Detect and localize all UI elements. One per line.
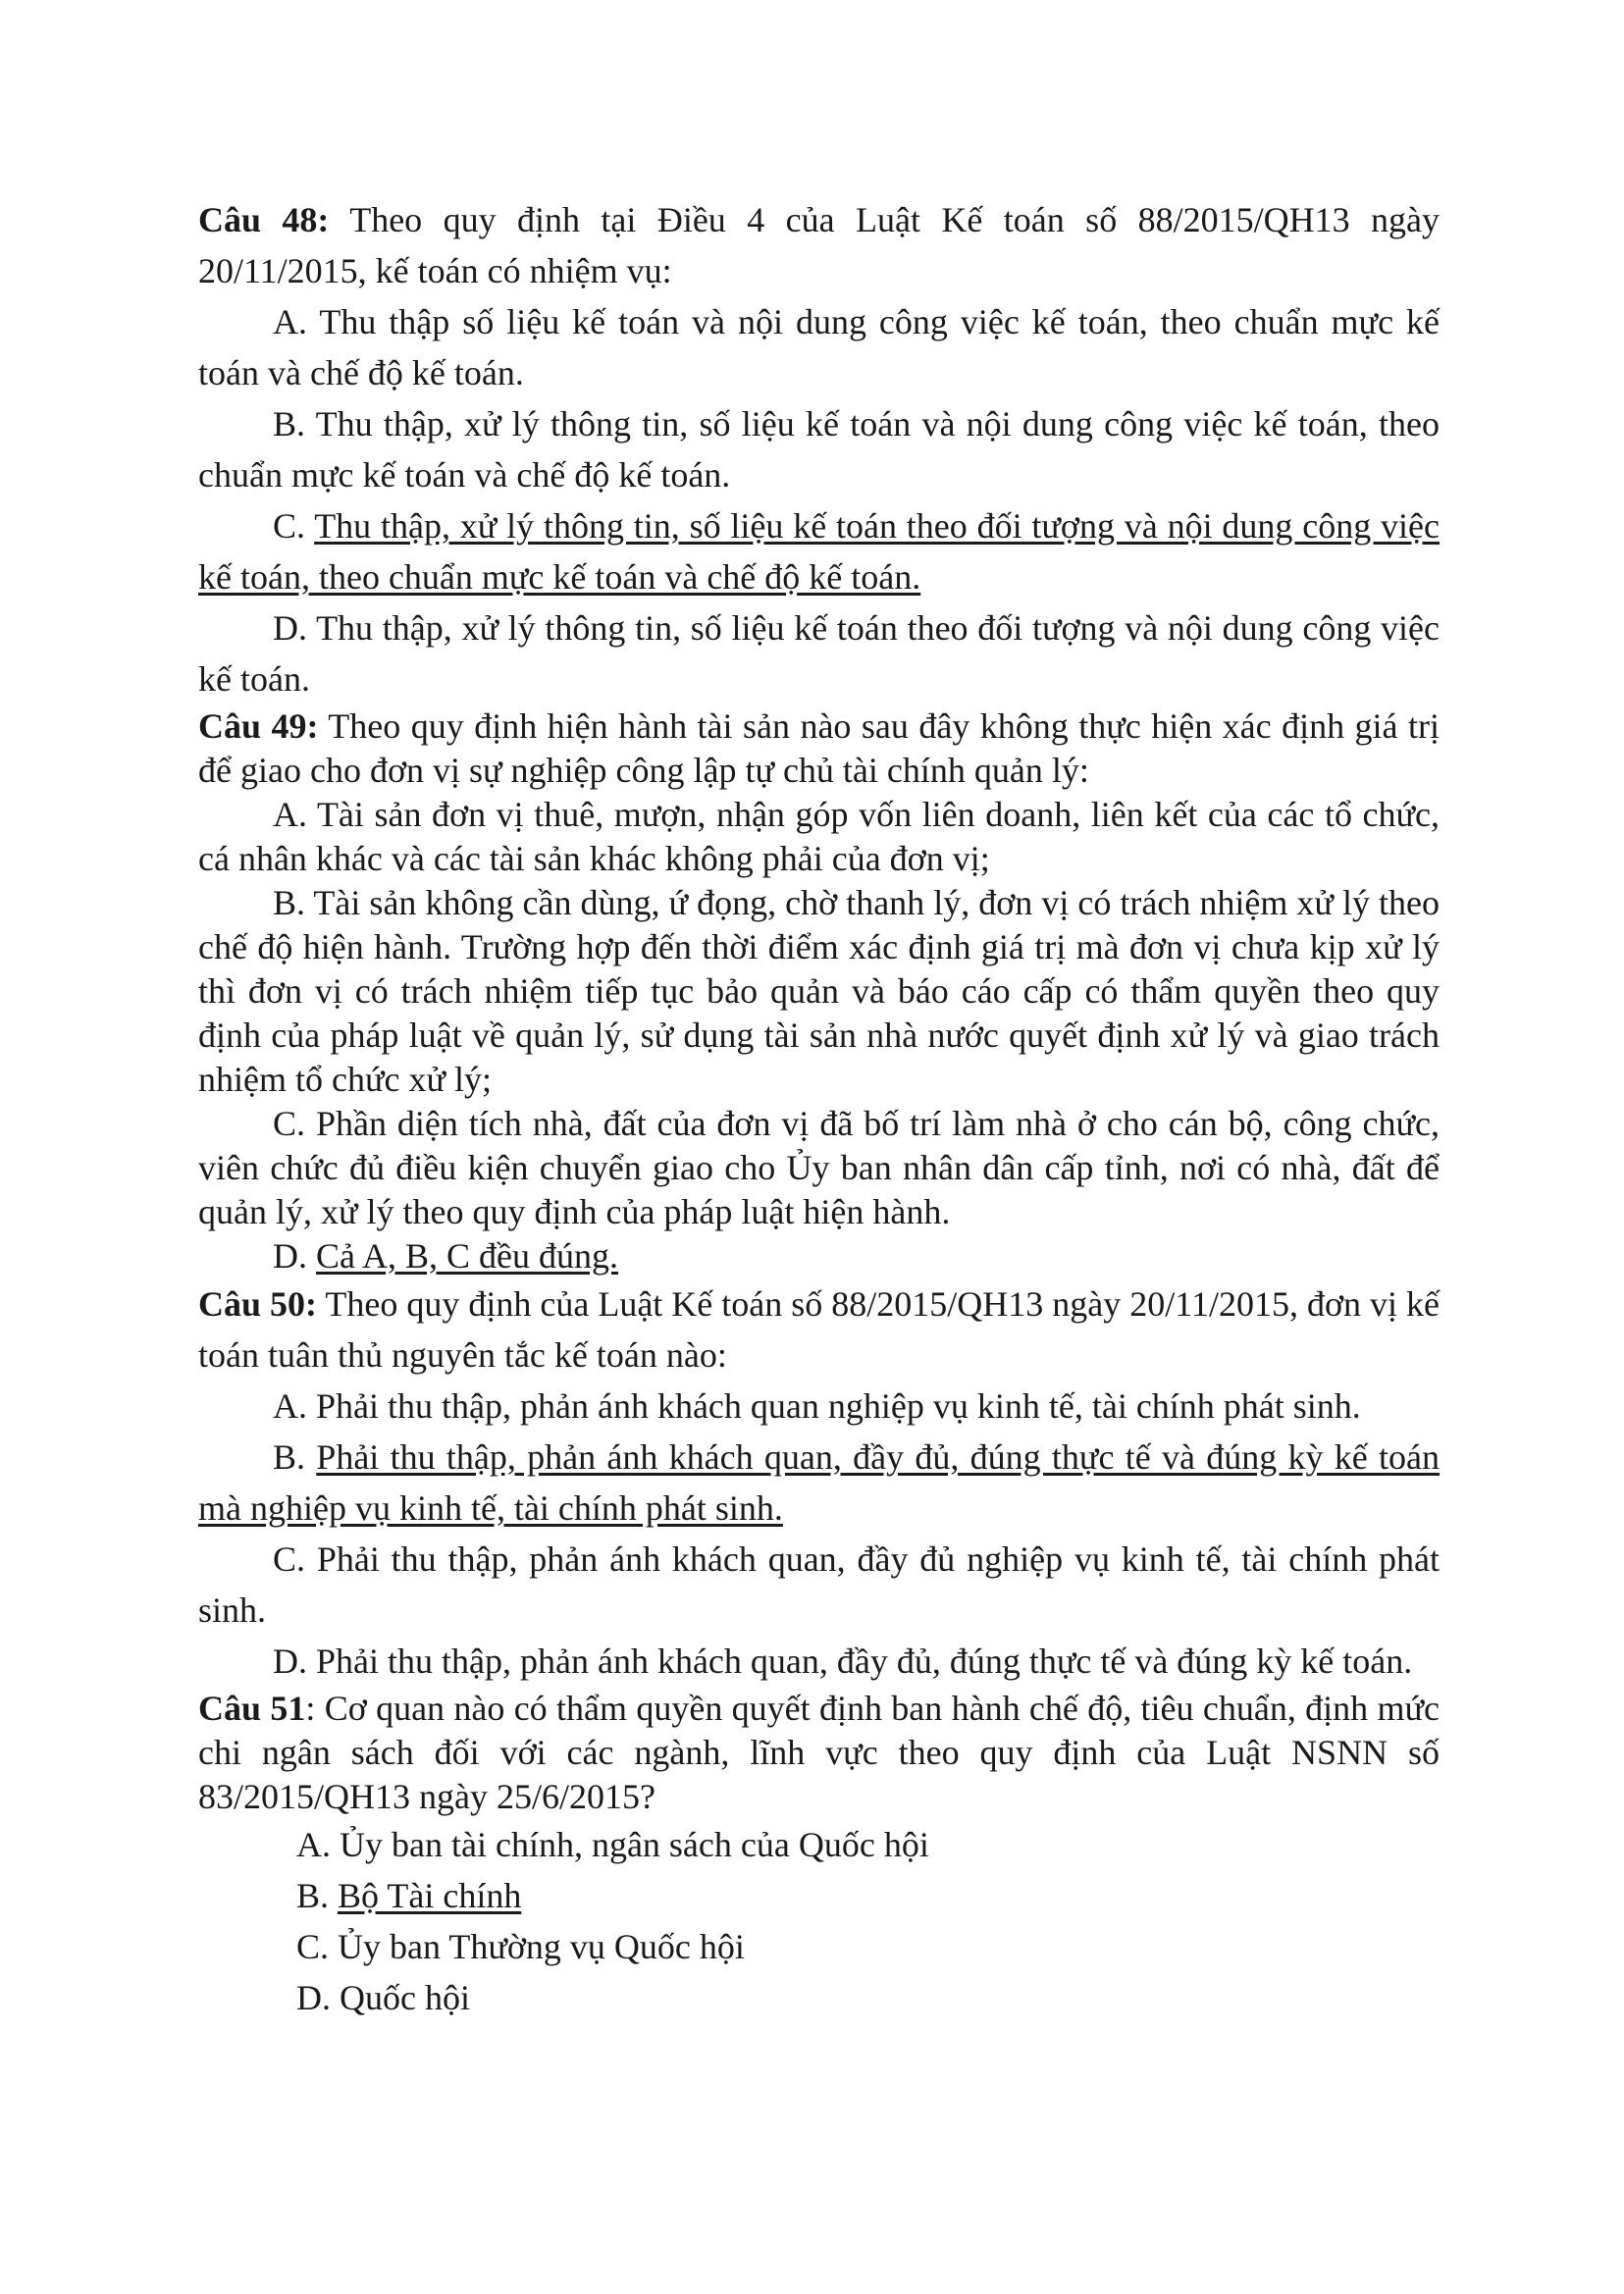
option-48-c [198, 500, 1440, 602]
option-49-a [198, 793, 1440, 881]
option-letter: C. [273, 1104, 306, 1143]
option-text: Quốc hội [340, 1978, 470, 2017]
option-51-b [198, 1870, 1440, 1921]
question-text: Theo quy định của Luật Kế toán số 88/2015/QH13 ngày 20/11/2015, đơn vị kế toán tuân thủ nguyên tắc kế toán nào: [198, 1284, 1440, 1375]
option-51-c [198, 1921, 1440, 1972]
option-letter: D. [273, 608, 307, 648]
option-text: Tài sản đơn vị thuê, mượn, nhận góp vốn liên doanh, liên kết của các tổ chức, cá nhân khác và các tài sản khác không phải của đơn vị; [198, 795, 1440, 878]
question-48 [198, 194, 1440, 704]
question-51 [198, 1687, 1440, 2023]
question-label: Câu 51 [198, 1689, 306, 1728]
question-50-stem [198, 1278, 1440, 1381]
option-text-correct: Cả A, B, C đều đúng. [316, 1236, 619, 1276]
option-50-a [198, 1381, 1440, 1432]
option-text: Ủy ban tài chính, ngân sách của Quốc hội [340, 1825, 929, 1864]
question-49-stem [198, 704, 1440, 793]
option-text: Phải thu thập, phản ánh khách quan, đầy đủ, đúng thực tế và đúng kỳ kế toán. [316, 1642, 1413, 1681]
option-letter: C. [273, 1539, 306, 1579]
option-text: Tài sản không cần dùng, ứ đọng, chờ thanh lý, đơn vị có trách nhiệm xử lý theo chế độ hiện hành. Trường hợp đến thời điểm xác định giá trị mà đơn vị chưa kịp xử lý thì đơn vị có trách nhiệm tiếp tục bảo quản và báo cáo cấp có thẩm quyền theo quy định của pháp luật về quản lý, sử dụng tài sản nhà nước quyết định xử lý và giao trách nhiệm tổ chức xử lý; [198, 883, 1440, 1099]
option-49-c [198, 1102, 1440, 1234]
question-49 [198, 704, 1440, 1278]
option-48-a [198, 296, 1440, 398]
question-text: Theo quy định hiện hành tài sản nào sau đây không thực hiện xác định giá trị để giao cho đơn vị sự nghiệp công lập tự chủ tài chính quản lý: [198, 706, 1440, 790]
option-letter: B. [273, 883, 306, 922]
option-text: Phải thu thập, phản ánh khách quan nghiệp vụ kinh tế, tài chính phát sinh. [316, 1386, 1361, 1426]
question-label: Câu 49: [198, 706, 319, 746]
option-text: Thu thập, xử lý thông tin, số liệu kế toán và nội dung công việc kế toán, theo chuẩn mực kế toán và chế độ kế toán. [198, 404, 1440, 495]
option-text: Ủy ban Thường vụ Quốc hội [338, 1927, 745, 1966]
option-letter: B. [273, 404, 306, 443]
option-50-d [198, 1636, 1440, 1687]
question-label: Câu 48: [198, 200, 330, 239]
option-letter: D. [273, 1236, 307, 1276]
option-text-correct: Thu thập, xử lý thông tin, số liệu kế toán theo đối tượng và nội dung công việc kế toán, theo chuẩn mực kế toán và chế độ kế toán. [198, 506, 1440, 597]
question-48-stem [198, 194, 1440, 296]
option-51-d [198, 1972, 1440, 2023]
option-text-correct: Bộ Tài chính [338, 1876, 522, 1915]
question-51-stem [198, 1687, 1440, 1819]
document-page [198, 194, 1440, 2023]
option-letter: A. [273, 1386, 307, 1426]
question-text: Theo quy định tại Điều 4 của Luật Kế toán số 88/2015/QH13 ngày 20/11/2015, kế toán có nhiệm vụ: [198, 200, 1441, 290]
option-text: Thu thập số liệu kế toán và nội dung công việc kế toán, theo chuẩn mực kế toán và chế độ kế toán. [198, 302, 1440, 392]
option-50-c [198, 1534, 1440, 1636]
option-letter: A. [273, 302, 307, 341]
option-49-b [198, 881, 1440, 1102]
option-letter: B. [296, 1876, 330, 1915]
option-letter: C. [296, 1927, 330, 1966]
option-letter: C. [273, 506, 306, 546]
question-50 [198, 1278, 1440, 1687]
option-letter: A. [273, 795, 307, 834]
option-50-b [198, 1432, 1440, 1534]
question-text: : Cơ quan nào có thẩm quyền quyết định ban hành chế độ, tiêu chuẩn, định mức chi ngân sách đối với các ngành, lĩnh vực theo quy định của Luật NSNN số 83/2015/QH13 ngày 25/6/2015? [198, 1689, 1440, 1816]
option-letter: B. [273, 1437, 306, 1477]
option-text: Phải thu thập, phản ánh khách quan, đầy đủ nghiệp vụ kinh tế, tài chính phát sinh. [198, 1539, 1440, 1630]
option-letter: D. [273, 1642, 307, 1681]
option-text: Phần diện tích nhà, đất của đơn vị đã bố trí làm nhà ở cho cán bộ, công chức, viên chức đủ điều kiện chuyển giao cho Ủy ban nhân dân cấp tỉnh, nơi có nhà, đất để quản lý, xử lý theo quy định của pháp luật hiện hành. [198, 1104, 1440, 1231]
option-51-a [198, 1819, 1440, 1870]
question-label: Câu 50: [198, 1284, 318, 1324]
option-text-correct: Phải thu thập, phản ánh khách quan, đầy đủ, đúng thực tế và đúng kỳ kế toán mà nghiệp vụ kinh tế, tài chính phát sinh. [198, 1437, 1441, 1528]
option-48-b [198, 398, 1440, 500]
option-48-d [198, 602, 1440, 704]
option-text: Thu thập, xử lý thông tin, số liệu kế toán theo đối tượng và nội dung công việc kế toán. [198, 608, 1440, 699]
option-49-d [198, 1234, 1440, 1278]
option-letter: D. [296, 1978, 331, 2017]
option-letter: A. [296, 1825, 331, 1864]
